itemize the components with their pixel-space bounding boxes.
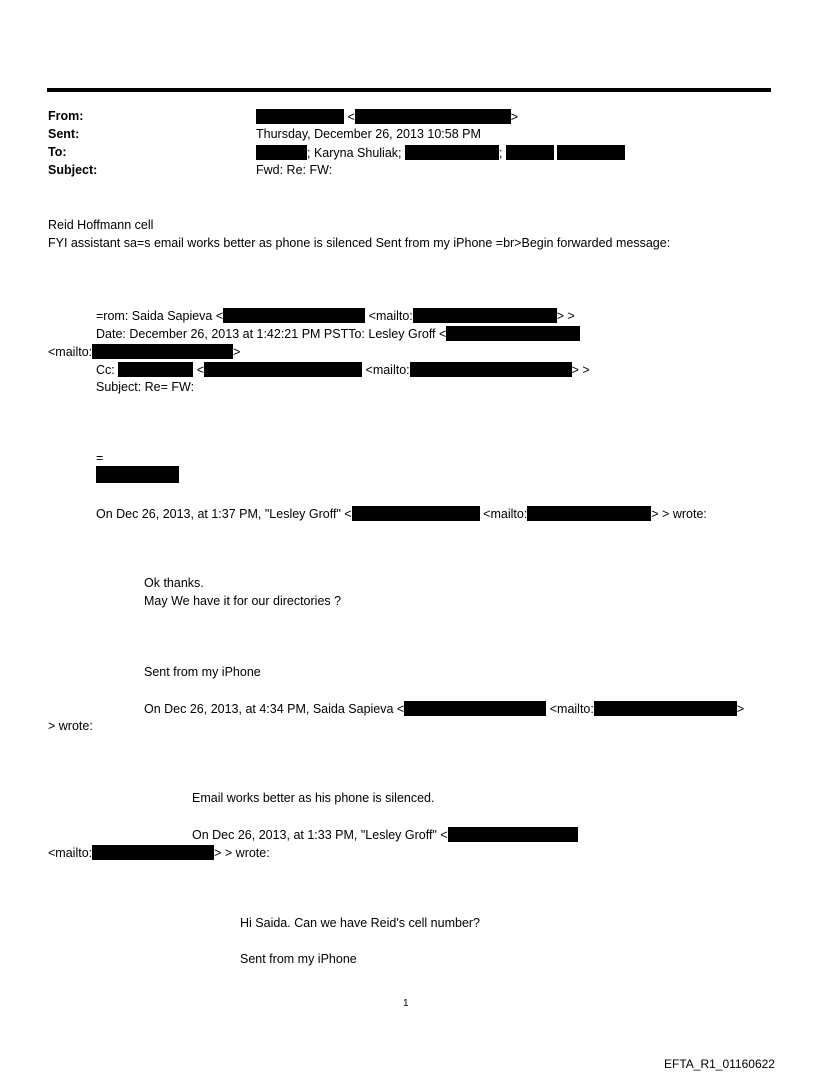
redaction-block — [96, 466, 179, 483]
redaction-block — [410, 362, 572, 377]
to-label: To: — [48, 145, 67, 159]
redaction-block — [256, 145, 307, 160]
sent-label: Sent: — [48, 127, 80, 141]
reply1-text-1: Ok thanks. — [144, 576, 204, 590]
subject-label: Subject: — [48, 163, 98, 177]
redaction-block — [355, 109, 511, 124]
subject-value: Fwd: Re: FW: — [256, 163, 333, 177]
redaction-block — [404, 701, 546, 716]
redaction-block — [405, 145, 499, 160]
body-line-2: FYI assistant sa=s email works better as phone is silenced Sent from my iPhone =br>Begin forwarded message: — [48, 236, 671, 250]
fwd-mailto-wrap: <mailto: > — [48, 345, 241, 359]
reply1-text-2: May We have it for our directories ? — [144, 594, 342, 608]
fwd-cc-line: Cc: < <mailto: > > — [96, 363, 590, 377]
fwd-date-line: Date: December 26, 2013 at 1:42:21 PM PSTTo: Lesley Groff < — [96, 326, 580, 342]
redaction-block — [448, 827, 578, 842]
redaction-block — [118, 362, 193, 377]
reply2-intro: On Dec 26, 2013, at 4:34 PM, Saida Sapieva < <mailto: > — [144, 702, 745, 716]
fwd-subject-line: Subject: Re= FW: — [96, 380, 195, 394]
redaction-block — [204, 362, 362, 377]
reply1-intro: On Dec 26, 2013, at 1:37 PM, "Lesley Groff" < <mailto: > > wrote: — [96, 507, 707, 521]
reply3-text: Hi Saida. Can we have Reid's cell number? — [240, 916, 481, 930]
signature-redaction — [96, 466, 179, 484]
body-line-1: Reid Hoffmann cell — [48, 218, 154, 232]
redaction-block — [223, 308, 365, 323]
fwd-from-line: =rom: Saida Sapieva < <mailto: > > — [96, 309, 575, 323]
redaction-block — [413, 308, 557, 323]
equals-line: = — [96, 451, 104, 465]
redaction-block — [92, 845, 214, 860]
reply3-intro: On Dec 26, 2013, at 1:33 PM, "Lesley Groff" < — [192, 827, 578, 843]
reply1-sent: Sent from my iPhone — [144, 665, 261, 679]
redaction-block — [557, 145, 625, 160]
sent-value: Thursday, December 26, 2013 10:58 PM — [256, 127, 481, 141]
reply3-mailto-wrap: <mailto: > > wrote: — [48, 846, 270, 860]
to-value: ; Karyna Shuliak; ; — [256, 145, 625, 161]
header-rule — [47, 88, 771, 92]
from-label: From: — [48, 109, 84, 123]
reply3-sent: Sent from my iPhone — [240, 952, 357, 966]
redaction-block — [506, 145, 554, 160]
redaction-block — [256, 109, 344, 124]
redaction-block — [527, 506, 651, 521]
from-value: < > — [256, 109, 518, 125]
redaction-block — [446, 326, 580, 341]
redaction-block — [594, 701, 737, 716]
redaction-block — [92, 344, 233, 359]
reply2-wrap: > wrote: — [48, 719, 93, 733]
reply2-text: Email works better as his phone is silenced. — [192, 791, 435, 805]
page-number: 1 — [403, 998, 409, 1009]
redaction-block — [352, 506, 480, 521]
document-id: EFTA_R1_01160622 — [664, 1057, 775, 1071]
